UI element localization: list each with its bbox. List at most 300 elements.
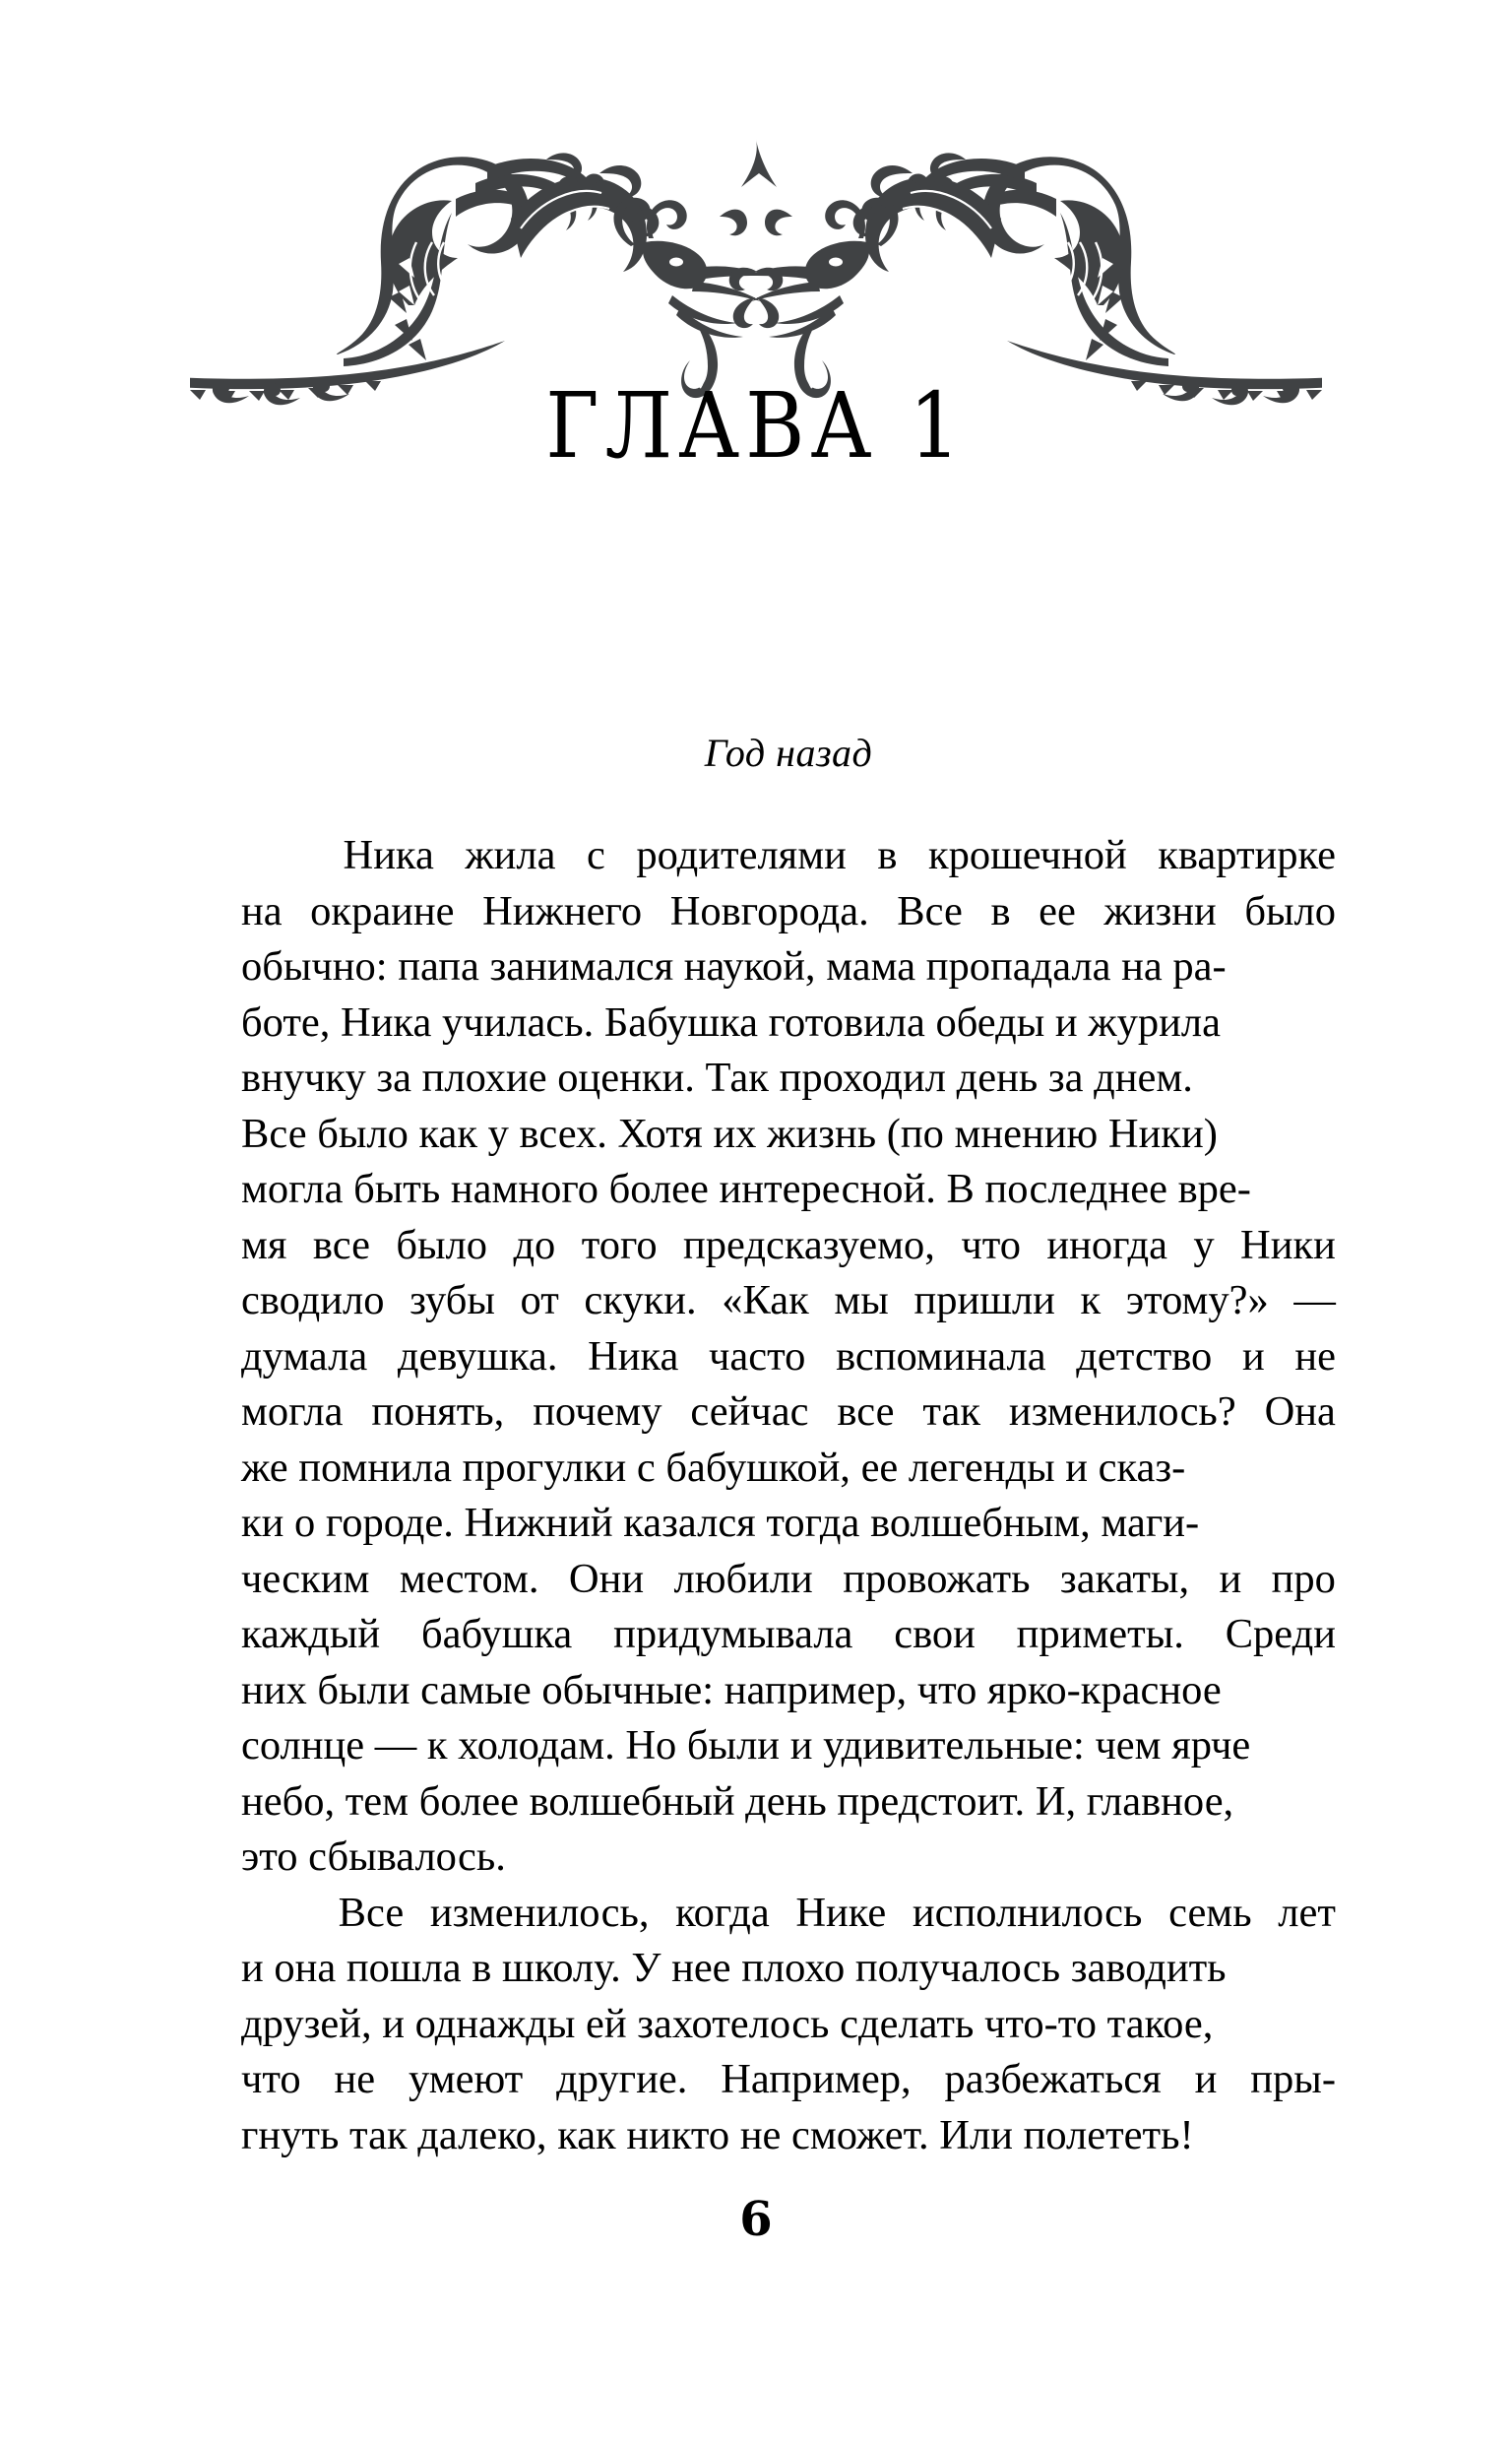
word: никто (626, 2111, 730, 2158)
word: каждый (241, 1611, 381, 1657)
word: нее (671, 1945, 731, 1991)
word: вспоминала (836, 1332, 1046, 1380)
text-line (241, 1607, 1336, 1663)
body-content (241, 731, 1336, 2163)
space (781, 2108, 791, 2164)
word: В (946, 1166, 975, 1212)
space (756, 1107, 767, 1163)
text-line (241, 1441, 1336, 1497)
space (598, 1162, 609, 1218)
word: крошечной (927, 832, 1127, 878)
word: прогулки (462, 1444, 627, 1491)
text-line (241, 884, 1336, 940)
word: с (587, 832, 605, 878)
space (859, 1496, 870, 1552)
word: училась. (441, 998, 595, 1046)
word: друзей, (241, 2000, 372, 2047)
word: у (487, 1110, 509, 1157)
space (974, 1997, 984, 2053)
word: что (241, 2056, 301, 2102)
word: зубы (410, 1277, 495, 1323)
word: плохо (741, 1945, 846, 1991)
word: например, (724, 1666, 908, 1713)
space (758, 996, 769, 1052)
word: и (1219, 1555, 1242, 1602)
word: мама (826, 943, 916, 990)
word: детство (1076, 1332, 1213, 1380)
word: же (241, 1444, 288, 1491)
space (1085, 1718, 1096, 1774)
word: и (382, 2000, 405, 2047)
word: предстоит. (837, 1777, 1026, 1825)
space (372, 1997, 383, 2053)
word: того (581, 1221, 658, 1268)
word: и (1194, 2056, 1218, 2102)
space (264, 1941, 275, 1997)
text-line (241, 1496, 1336, 1552)
word: что (916, 1666, 977, 1713)
space (1076, 1774, 1087, 1831)
space (812, 1718, 823, 1774)
word: мнению (954, 1110, 1099, 1157)
space (915, 939, 926, 996)
word: было (396, 1221, 488, 1268)
word: волшебным, (870, 1500, 1091, 1546)
space (769, 1051, 780, 1107)
space (845, 1941, 855, 1997)
space (656, 1441, 666, 1497)
word: что-то (983, 2000, 1098, 2047)
word: вре- (1177, 1166, 1251, 1212)
word: них (241, 1666, 307, 1713)
word: Новгорода. (669, 887, 869, 934)
word: плохие (421, 1055, 547, 1101)
word: сделать (840, 2000, 975, 2047)
word: легенды (908, 1444, 1055, 1491)
word: ра- (1172, 943, 1227, 990)
word: у (1193, 1221, 1215, 1268)
word: пропадала (925, 943, 1111, 990)
word: провожать (843, 1555, 1031, 1602)
word: самые (420, 1666, 532, 1713)
word: сейчас (690, 1388, 809, 1435)
space (616, 2108, 627, 2164)
space (907, 1663, 917, 1719)
word: и (241, 1945, 264, 1991)
text-line (241, 939, 1336, 996)
word: так (922, 1388, 980, 1435)
word: ярко-красное (987, 1666, 1222, 1713)
word: внучку (241, 1055, 366, 1101)
word: про (1271, 1555, 1336, 1602)
word: жила (465, 832, 556, 878)
space (532, 1663, 542, 1719)
word: изменилось? (1008, 1388, 1236, 1435)
word: заводить (1070, 1945, 1227, 1991)
space (621, 1941, 632, 1997)
word: любили (673, 1555, 813, 1602)
word: Но (625, 1722, 677, 1768)
space (613, 1496, 624, 1552)
word: журила (1088, 998, 1221, 1046)
word: последнее (984, 1166, 1167, 1212)
word: жизнь (767, 1110, 877, 1157)
space (936, 1162, 947, 1218)
word: другие. (556, 2056, 688, 2102)
text-line (241, 1997, 1336, 2053)
word: что (961, 1221, 1021, 1268)
word: не (1294, 1332, 1336, 1380)
text-line (241, 2108, 1336, 2164)
space (731, 1941, 742, 1997)
space (315, 1496, 326, 1552)
space (575, 1997, 586, 2053)
word: Или (939, 2111, 1013, 2158)
word: умеют (409, 2056, 524, 2102)
word: — (1293, 1277, 1336, 1323)
word: от (520, 1277, 559, 1323)
word: когда (675, 1889, 770, 1936)
word: Ники) (1107, 1110, 1218, 1157)
space (1098, 1107, 1108, 1163)
word: обычно: (241, 943, 388, 990)
word: Ники (1240, 1221, 1336, 1268)
space (364, 1718, 375, 1774)
word: и (1241, 1332, 1265, 1380)
text-line (241, 1886, 1336, 1942)
chapter-header (0, 128, 1512, 480)
word: ческим (241, 1555, 370, 1602)
word: родителями (636, 832, 847, 878)
space (1163, 939, 1173, 996)
word: Все (897, 887, 963, 934)
word: всех. (519, 1110, 607, 1157)
text-line (241, 1552, 1336, 1608)
text-line (241, 1663, 1336, 1719)
space (409, 1774, 419, 1831)
space (409, 1107, 419, 1163)
word: на (1121, 943, 1163, 990)
word: пошла (346, 1945, 462, 1991)
word: Все (241, 1110, 307, 1157)
word: были (686, 1722, 781, 1768)
word: это (241, 1833, 298, 1880)
word: о (294, 1500, 316, 1546)
space (627, 1997, 638, 2053)
space (1025, 1774, 1036, 1831)
space (829, 1997, 840, 2053)
text-line (241, 1218, 1336, 1274)
space (462, 1941, 472, 1997)
word: в (990, 887, 1011, 934)
word: иногда (1046, 1221, 1167, 1268)
word: день (745, 1777, 827, 1825)
word: пры- (1250, 2056, 1336, 2102)
word: сможет. (791, 2111, 929, 2158)
space (405, 1997, 415, 2053)
word: волшебный (529, 1777, 735, 1825)
word: быть (353, 1166, 441, 1212)
space (410, 1663, 421, 1719)
space (366, 1051, 377, 1107)
space (876, 1107, 887, 1163)
word: удивительные: (823, 1722, 1085, 1768)
space (1167, 1162, 1178, 1218)
space (339, 2108, 349, 2164)
word: казался (623, 1500, 756, 1546)
space (547, 1051, 558, 1107)
word: бабушка (420, 1611, 573, 1657)
word: лет (1278, 1889, 1336, 1936)
text-line (241, 2052, 1336, 2108)
word: закаты, (1059, 1555, 1190, 1602)
space (411, 1051, 422, 1107)
space (1091, 1496, 1102, 1552)
word: было (317, 1110, 409, 1157)
word: интересной. (719, 1166, 936, 1212)
text-line (241, 1830, 1336, 1886)
word: местом. (399, 1555, 539, 1602)
word: оценки. (557, 1055, 695, 1101)
space (1060, 1941, 1071, 1997)
word: она (274, 1945, 337, 1991)
word: однажды (414, 2000, 576, 2047)
space (594, 996, 604, 1052)
word: их (713, 1110, 757, 1157)
word: главное, (1086, 1777, 1234, 1825)
word: мы (834, 1277, 889, 1323)
word: Ника (588, 1332, 679, 1380)
word: — (374, 1722, 417, 1768)
word: маги- (1101, 1500, 1200, 1546)
word: не (739, 2111, 782, 2158)
word: ки (241, 1500, 284, 1546)
word: все (312, 1221, 370, 1268)
space (676, 1718, 687, 1774)
word: почему (533, 1388, 662, 1435)
space (388, 939, 399, 996)
word: далеко, (417, 2111, 547, 2158)
space (816, 939, 827, 996)
page-number: 6 (739, 2192, 773, 2247)
word: обеды (935, 998, 1045, 1046)
word: за (376, 1055, 412, 1101)
space (735, 1774, 746, 1831)
space (448, 1718, 459, 1774)
word: бабушкой, (665, 1444, 850, 1491)
space (756, 1496, 767, 1552)
word: квартирке (1158, 832, 1336, 878)
paragraph (241, 828, 1336, 1886)
space (477, 1107, 488, 1163)
space (431, 996, 442, 1052)
paragraph (241, 1886, 1336, 2164)
word: не (334, 2056, 376, 2102)
word: мя (241, 1221, 287, 1268)
word: к (1080, 1277, 1102, 1323)
word: Нижнего (482, 887, 643, 934)
word: все (837, 1388, 895, 1435)
word: проходил (779, 1055, 946, 1101)
word: городе. (325, 1500, 454, 1546)
word: Они (568, 1555, 645, 1602)
word: на (241, 887, 283, 934)
word: наукой, (683, 943, 816, 990)
word: сбывалось. (308, 1833, 506, 1880)
word: готовила (768, 998, 925, 1046)
word: обычные: (541, 1666, 715, 1713)
space (440, 1162, 451, 1218)
word: И, (1035, 1777, 1077, 1825)
word: и (1065, 1444, 1089, 1491)
word: до (513, 1221, 556, 1268)
text-line (241, 1107, 1336, 1163)
word: пришли (914, 1277, 1055, 1323)
word: часто (709, 1332, 806, 1380)
word: и (789, 1722, 813, 1768)
word: в (472, 1945, 492, 1991)
space (491, 1941, 502, 1997)
word: Например, (721, 2056, 912, 2102)
space (298, 1830, 309, 1886)
word: могла (241, 1166, 344, 1212)
word: «Как (722, 1277, 809, 1323)
text-line (241, 1718, 1336, 1774)
word: гнуть (241, 2111, 340, 2158)
word: ее (1039, 887, 1076, 934)
space (673, 939, 684, 996)
space (975, 1162, 985, 1218)
word: свои (894, 1611, 976, 1657)
word: в (877, 832, 898, 878)
space (780, 1718, 790, 1774)
word: Все (338, 1889, 405, 1936)
word: придумывала (613, 1611, 853, 1657)
space (479, 939, 490, 996)
space (1055, 1441, 1066, 1497)
space (416, 1718, 427, 1774)
text-line (241, 1384, 1336, 1441)
space (946, 1051, 957, 1107)
space (1044, 996, 1055, 1052)
word: и (1054, 998, 1078, 1046)
word: У (631, 1945, 662, 1991)
word: думала (241, 1332, 368, 1380)
space (307, 1663, 318, 1719)
word: такое, (1106, 2000, 1214, 2047)
space (1084, 1051, 1095, 1107)
space (703, 1107, 714, 1163)
word: семь (1168, 1889, 1252, 1936)
word: Она (1264, 1388, 1336, 1435)
space (1088, 1441, 1099, 1497)
space (519, 1774, 530, 1831)
word: день (956, 1055, 1039, 1101)
space (1097, 1997, 1107, 2053)
word: (по (886, 1110, 944, 1157)
text-line (241, 1941, 1336, 1997)
space (1038, 1051, 1048, 1107)
text-line (241, 1273, 1336, 1329)
word: Среди (1225, 1611, 1336, 1657)
chapter-title: ГЛАВА 1 (545, 374, 967, 480)
word: школу. (501, 1945, 621, 1991)
space (344, 1162, 354, 1218)
text-line (241, 828, 1336, 884)
space (336, 1941, 346, 1997)
space (330, 996, 341, 1052)
space (729, 2108, 740, 2164)
word: Бабушка (603, 998, 758, 1046)
word: понять, (371, 1388, 505, 1435)
space (1013, 2108, 1024, 2164)
word: было (1244, 887, 1336, 934)
word: захотелось (637, 2000, 830, 2047)
space (976, 1663, 987, 1719)
text-line (241, 1162, 1336, 1218)
word: ярче (1171, 1722, 1251, 1768)
word: тем (345, 1777, 410, 1825)
space (661, 1941, 671, 1997)
space (925, 996, 936, 1052)
text-line (241, 996, 1336, 1052)
word: с (636, 1444, 656, 1491)
paragraph-list (241, 828, 1336, 2163)
word: боте, (241, 998, 331, 1046)
word: чем (1095, 1722, 1162, 1768)
word: сказ- (1098, 1444, 1186, 1491)
space (408, 2108, 418, 2164)
text-line (241, 1051, 1336, 1107)
word: разбежаться (944, 2056, 1162, 2102)
space (898, 1441, 909, 1497)
word: были (317, 1666, 410, 1713)
space (1078, 996, 1089, 1052)
word: тогда (766, 1500, 860, 1546)
word: к (426, 1722, 448, 1768)
word: окраине (310, 887, 455, 934)
word: жизни (1103, 887, 1217, 934)
word: Хотя (617, 1110, 703, 1157)
time-subtitle: Год назад (704, 731, 873, 775)
space (547, 2108, 558, 2164)
word: за (1047, 1055, 1084, 1101)
word: могла (241, 1388, 344, 1435)
word: так (349, 2111, 408, 2158)
word: помнила (298, 1444, 452, 1491)
space (695, 1051, 706, 1107)
word: папа (398, 943, 479, 990)
space (850, 1441, 861, 1497)
space (714, 1663, 724, 1719)
space (284, 1496, 294, 1552)
space (1111, 939, 1122, 996)
space (944, 1107, 955, 1163)
word: скуки. (584, 1277, 697, 1323)
word: как (418, 1110, 478, 1157)
word: более (418, 1777, 519, 1825)
word: этому?» (1125, 1277, 1269, 1323)
word: Так (705, 1055, 769, 1101)
space (1162, 1718, 1172, 1774)
space (615, 1718, 626, 1774)
word: ей (586, 2000, 627, 2047)
word: приметы. (1016, 1611, 1184, 1657)
text-line (241, 1774, 1336, 1831)
space (929, 2108, 940, 2164)
text-line (241, 1329, 1336, 1385)
space (509, 1107, 520, 1163)
